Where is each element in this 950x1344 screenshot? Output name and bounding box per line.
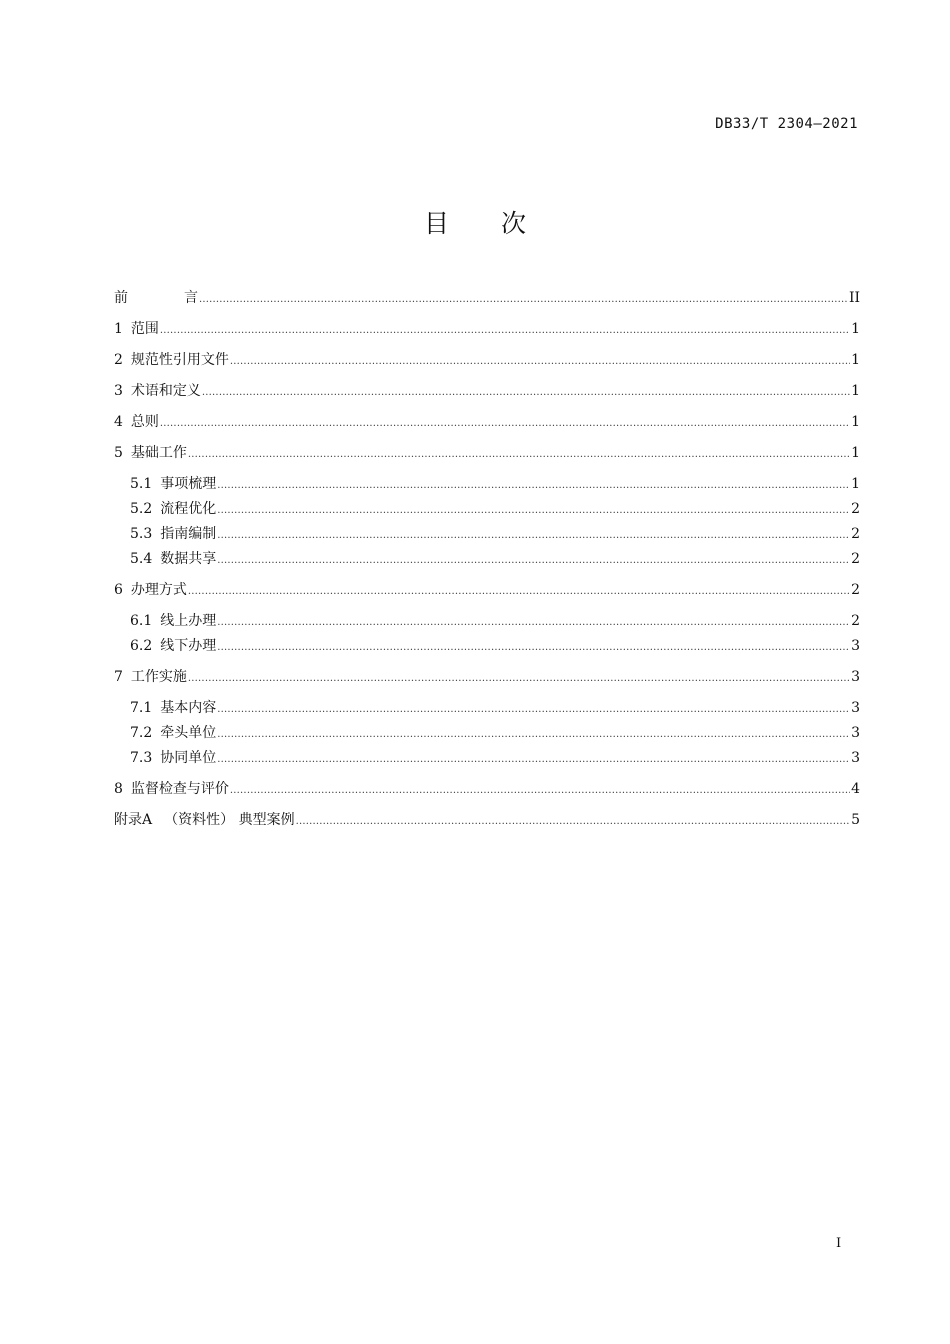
toc-leader-dots xyxy=(199,290,848,310)
toc-entry-title: 术语和定义 xyxy=(130,383,201,399)
toc-leader-dots xyxy=(217,613,850,633)
toc-leader-dots xyxy=(217,725,850,745)
document-code: DB33/T 2304—2021 xyxy=(715,116,858,132)
toc-entry-page: 1 xyxy=(851,445,860,461)
toc-leader-dots xyxy=(217,638,850,658)
toc-entry-page: 2 xyxy=(851,613,860,629)
toc-entry-page: 4 xyxy=(851,781,860,797)
toc-entry-title: 总则 xyxy=(130,414,159,430)
toc-entry-title: 规范性引用文件 xyxy=(130,352,229,368)
toc-title-char-2: 次 xyxy=(501,209,527,238)
toc-entry-title: 线上办理 xyxy=(160,613,217,629)
toc-entry-title: 办理方式 xyxy=(130,582,187,598)
toc-entry-5-2[interactable] xyxy=(130,499,860,519)
toc-entry-page: 3 xyxy=(851,669,860,685)
toc-entry-5-3[interactable] xyxy=(130,524,860,544)
toc-entry-number: 5.1 xyxy=(130,476,153,492)
toc-entry-title: 监督检查与评价 xyxy=(130,781,229,797)
toc-title-char-1: 目 xyxy=(423,209,449,238)
toc-entry-page: 3 xyxy=(851,725,860,741)
toc-entry-number: 1 xyxy=(114,321,123,337)
toc-entry-page: 3 xyxy=(851,700,860,716)
toc-entry-number: 前 xyxy=(114,290,128,306)
toc-entry-number: 8 xyxy=(114,781,123,797)
toc-entry-number: 6.2 xyxy=(130,638,153,654)
toc-leader-dots xyxy=(160,414,850,434)
toc-entry-page: 5 xyxy=(851,812,860,828)
toc-entry-title: 事项梳理 xyxy=(160,476,217,492)
toc-entry-title: 基础工作 xyxy=(130,445,187,461)
toc-entry-7-2[interactable] xyxy=(130,723,860,743)
toc-entry-7[interactable] xyxy=(114,667,860,687)
toc-entry-page: 3 xyxy=(851,750,860,766)
toc-entry-5-4[interactable] xyxy=(130,549,860,569)
page-number: I xyxy=(836,1236,842,1251)
toc-entry-title: 基本内容 xyxy=(160,700,217,716)
toc-leader-dots xyxy=(188,669,850,689)
toc-entry-page: 1 xyxy=(851,383,860,399)
toc-entry-number: 6.1 xyxy=(130,613,153,629)
toc-entry-page: 1 xyxy=(851,321,860,337)
toc-entry-preface[interactable] xyxy=(114,288,860,308)
toc-entry-8[interactable] xyxy=(114,779,860,799)
toc-entry-7-1[interactable] xyxy=(130,698,860,718)
toc-entry-page: 2 xyxy=(851,526,860,542)
toc-leader-dots xyxy=(217,750,850,770)
toc-entry-page: II xyxy=(848,290,860,306)
toc-entry-page: 2 xyxy=(851,501,860,517)
toc-entry-title: （资料性） 典型案例 xyxy=(164,812,295,828)
toc-leader-dots xyxy=(217,700,850,720)
toc-leader-dots xyxy=(217,476,850,496)
toc-entry-page: 3 xyxy=(851,638,860,654)
toc-leader-dots xyxy=(188,582,850,602)
toc-entry-title: 言 xyxy=(184,290,198,306)
toc-entry-title: 范围 xyxy=(130,321,159,337)
toc-entry-3[interactable] xyxy=(114,381,860,401)
toc-entry-title: 数据共享 xyxy=(160,551,217,567)
toc-leader-dots xyxy=(217,501,850,521)
toc-entry-number: 7.1 xyxy=(130,700,153,716)
toc-entry-title: 工作实施 xyxy=(130,669,187,685)
toc-entry-title: 指南编制 xyxy=(160,526,217,542)
toc-entry-6[interactable] xyxy=(114,580,860,600)
toc-entry-number: 7.3 xyxy=(130,750,153,766)
toc-leader-dots xyxy=(217,526,850,546)
toc-entry-4[interactable] xyxy=(114,412,860,432)
toc-entry-page: 1 xyxy=(851,352,860,368)
toc-leader-dots xyxy=(160,321,850,341)
toc-entry-appendix-a[interactable] xyxy=(114,810,860,830)
toc-entry-page: 2 xyxy=(851,582,860,598)
toc-leader-dots xyxy=(230,781,850,801)
toc-entry-6-2[interactable] xyxy=(130,636,860,656)
toc-entry-number: 5.3 xyxy=(130,526,153,542)
toc-entry-number: 5 xyxy=(114,445,123,461)
toc-leader-dots xyxy=(296,812,851,832)
toc-entry-title: 流程优化 xyxy=(160,501,217,517)
toc-entry-number: 5.2 xyxy=(130,501,153,517)
toc-entry-number: 3 xyxy=(114,383,123,399)
toc-leader-dots xyxy=(230,352,850,372)
toc-entry-5[interactable] xyxy=(114,443,860,463)
toc-leader-dots xyxy=(202,383,850,403)
toc-entry-6-1[interactable] xyxy=(130,611,860,631)
toc-entry-number: 4 xyxy=(114,414,123,430)
toc-entry-5-1[interactable] xyxy=(130,474,860,494)
toc-entry-page: 1 xyxy=(851,476,860,492)
toc-leader-dots xyxy=(217,551,850,571)
toc-entry-page: 2 xyxy=(851,551,860,567)
toc-entry-title: 线下办理 xyxy=(160,638,217,654)
toc-entry-number: 7.2 xyxy=(130,725,153,741)
toc-leader-dots xyxy=(188,445,850,465)
toc-entry-2[interactable] xyxy=(114,350,860,370)
toc-entry-number: 7 xyxy=(114,669,123,685)
toc-entry-page: 1 xyxy=(851,414,860,430)
toc-entry-title: 协同单位 xyxy=(160,750,217,766)
toc-entry-number: 2 xyxy=(114,352,123,368)
toc-entry-number: 附录A xyxy=(114,812,153,828)
toc-entry-7-3[interactable] xyxy=(130,748,860,768)
toc-entry-1[interactable] xyxy=(114,319,860,339)
toc-entry-number: 5.4 xyxy=(130,551,153,567)
toc-entry-number: 6 xyxy=(114,582,123,598)
toc-entry-title: 牵头单位 xyxy=(160,725,217,741)
